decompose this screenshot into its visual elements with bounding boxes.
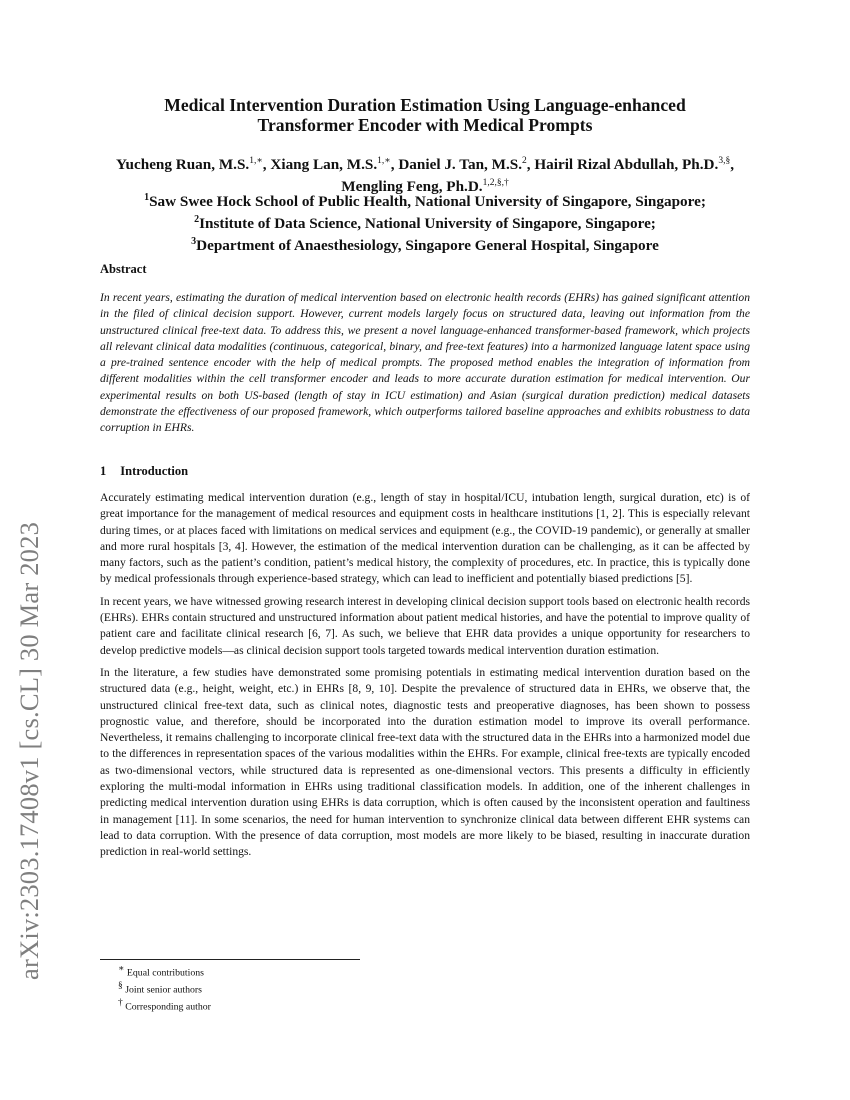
paper-title (100, 95, 750, 135)
author: Hairil Rizal Abdullah, Ph.D.$^{3,\S}$, (534, 156, 734, 174)
section-number: 1 (100, 464, 107, 478)
footnote: † Corresponding author (118, 997, 211, 1012)
affiliation: $^3$Department of Anaesthesiology, Singapore General Hospital, Singapore (191, 236, 659, 255)
title-line: Transformer Encoder with Medical Prompts (257, 115, 593, 135)
footnote: ∗ Equal contributions (118, 964, 204, 979)
author: Xiang Lan, M.S.$^{1,∗}$, (270, 156, 399, 174)
paragraph: Accurately estimating medical intervention duration (e.g., length of stay in hospital/ICU, intubation length, surgical duration, etc) is of great importance for the management of medical resources and equipment costs in healthcare institutions [1, 2]. This is especially relevant during times, or at places faced with limitations on medical services and equipment (e.g., the COVID-19 pandemic), or generally at smaller and more rural hospitals [3, 4]. However, the estimation of the medical intervention duration can be challenging, as it can be affected by many factors, such as the patient’s condition, patient’s medical history, the complexity of procedures, etc. In practice, this is typically done by medical professionals through experience-based strategy, which can lead to inefficient and potentially biased predictions [5]. (100, 491, 750, 586)
affiliation-list (100, 189, 750, 255)
paragraph: In recent years, we have witnessed growing research interest in developing clinical decision support tools based on electronic health records (EHRs). EHRs contain structured and unstructured information about patient medical histories, and have the potential to improve quality of patient care and facilitate clinical research [6, 7]. As such, we believe that EHR data provides a unique opportunity for researchers to develop predictive models—as clinical decision support tools targeted towards medical intervention duration estimation. (100, 594, 750, 657)
paragraph: In the literature, a few studies have demonstrated some promising potentials in estimating medical intervention duration based on the structured data (e.g., height, weight, etc.) in EHRs [8, 9, 10]. Despite the prevalence of structured data in EHRs, we observe that, the unstructured clinical free-text data, such as clinical notes, diagnostic tests and preoperative diagnoses, has been shown to possess prognostic value, and therefore, should be incorporated into the duration estimation model to improve its overall performance. Nevertheless, it remains challenging to incorporate clinical free-text data with the structured data in the EHRs into a harmonized model due to the differences in representation spaces of the various modalities within the EHRs. For example, clinical free-texts are typically encoded as two-dimensional vectors, while structured data is represented as one-dimensional vectors. This presents a difficulty in efficiently exploring the multi-modal information in EHRs using traditional classification models. In addition, one of the inherent challenges in predicting medical intervention duration using EHRs is data corruption, which is often caused by the inconsistent operation and faultiness in management [11]. In some scenarios, the need for human intervention to synchronize clinical data between different EHR systems can lead to data corruption. With the presence of data corruption, most models are more likely to be biased, resulting in inaccurate duration prediction in real-world settings. (100, 665, 750, 859)
section-body (100, 490, 750, 867)
author: Mengling Feng, Ph.D.$^{1,2,\S,\dagger}$ (341, 178, 509, 196)
author: Yucheng Ruan, M.S.$^{1,∗}$, (115, 156, 271, 174)
affiliation: $^1$Saw Swee Hock School of Public Health, National University of Singapore, Singapore; (144, 192, 706, 211)
abstract-text: In recent years, estimating the duration of medical intervention based on electronic health records (EHRs) has gained significant attention in the filed of clinical decision support. However, current models largely focus on structured data, leaving out information from the unstructured clinical free-text data. To address this, we present a novel language-enhanced transformer-based framework, which projects all relevant clinical data modalities (continuous, categorical, binary, and free-text features) into a harmonized language latent space using a pre-trained sentence encoder with the help of medical prompts. The proposed method enables the integration of information from different modalities within the cell transformer encoder and leads to more accurate duration estimation for medical intervention. Our experimental results on both US-based (length of stay in ICU estimation) and Asian (surgical duration prediction) medical datasets demonstrate the effectiveness of our proposed framework, which outperforms tailored baseline approaches and exhibits robustness to data corruption in EHRs. (100, 291, 750, 435)
section-heading (100, 464, 202, 479)
footnote-rule (100, 959, 360, 960)
footnotes (118, 963, 211, 1013)
footnote: § Joint senior authors (118, 980, 202, 996)
author: Daniel J. Tan, M.S.$^2$, (398, 156, 535, 174)
section-title: Introduction (120, 464, 189, 478)
abstract-heading: Abstract (100, 262, 147, 276)
arxiv-identifier: arXiv:2303.17408v1 [cs.CL] 30 Mar 2023 (14, 521, 44, 980)
title-line: Medical Intervention Duration Estimation Using Language-enhanced (164, 95, 686, 115)
affiliation: $^2$Institute of Data Science, National University of Singapore, Singapore; (194, 214, 656, 233)
